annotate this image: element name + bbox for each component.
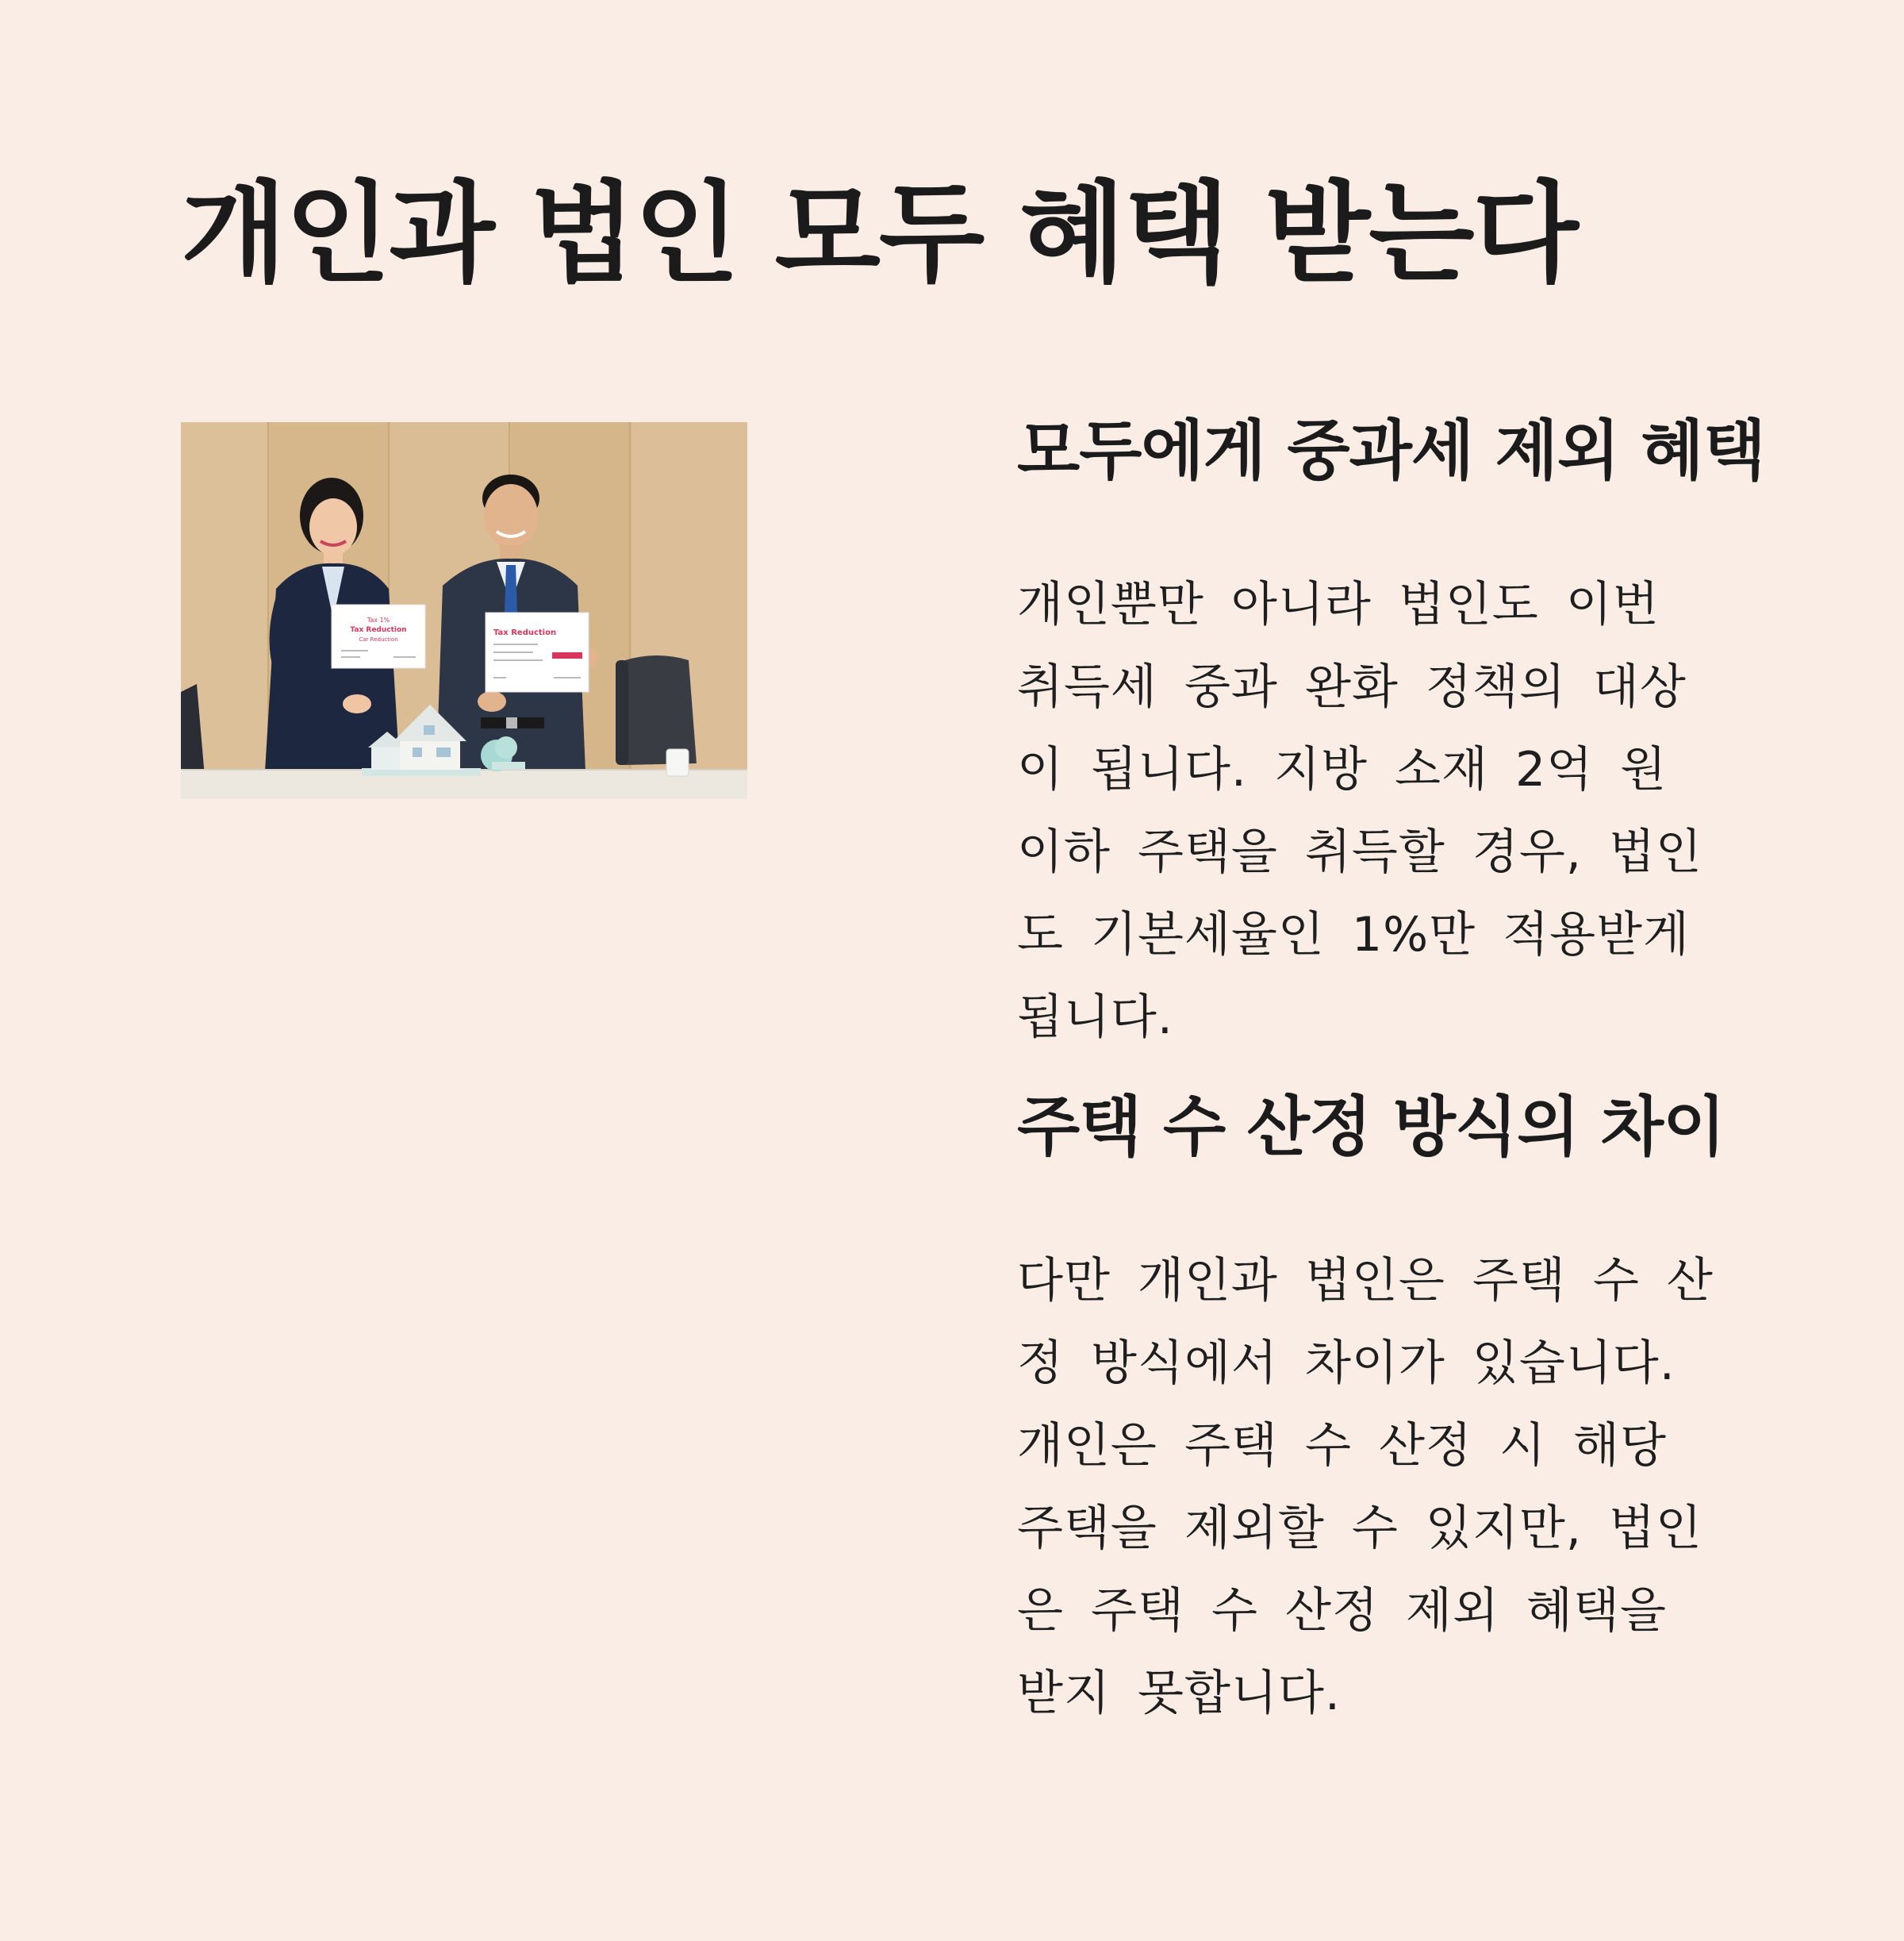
business-people-illustration (181, 422, 747, 799)
doc-left-line-2: Tax Reduction (350, 626, 407, 634)
body-line: 됩니다. (1017, 990, 1173, 1046)
section-heading: 모두에게 중과세 제외 혜택 (1017, 413, 1765, 489)
body-line: 정 방식에서 차이가 있습니다. (1017, 1336, 1676, 1392)
section-house-count-difference (1017, 1089, 1763, 1735)
doc-right-title: Tax Reduction (493, 628, 557, 637)
section-body (1017, 1240, 1763, 1735)
body-line: 받지 못합니다. (1017, 1666, 1341, 1722)
body-line: 이 됩니다. 지방 소재 2억 원 (1017, 742, 1668, 798)
body-line: 은 주택 수 산정 제외 혜택을 (1017, 1583, 1667, 1639)
body-line: 개인뿐만 아니라 법인도 이번 (1017, 577, 1660, 633)
doc-left-line-3: Car Reduction (359, 636, 398, 643)
section-heavy-tax-exemption (1017, 413, 1763, 1059)
body-line: 이하 주택을 취득할 경우, 법인 (1017, 824, 1702, 881)
doc-left-line-1: Tax 1% (367, 617, 390, 624)
body-line: 다만 개인과 법인은 주택 수 산 (1017, 1253, 1714, 1309)
section-body (1017, 563, 1763, 1059)
tax-reduction-photo (181, 422, 747, 799)
body-line: 취득세 중과 완화 정책의 대상 (1017, 659, 1687, 716)
body-line: 개인은 주택 수 산정 시 해당 (1017, 1418, 1667, 1474)
page-title: 개인과 법인 모두 혜택 받는다 (181, 170, 1577, 298)
body-line: 주택을 제외할 수 있지만, 법인 (1017, 1501, 1702, 1557)
body-line: 도 기본세율인 1%만 적용받게 (1017, 907, 1690, 963)
section-heading: 주택 수 산정 방식의 차이 (1017, 1090, 1726, 1165)
